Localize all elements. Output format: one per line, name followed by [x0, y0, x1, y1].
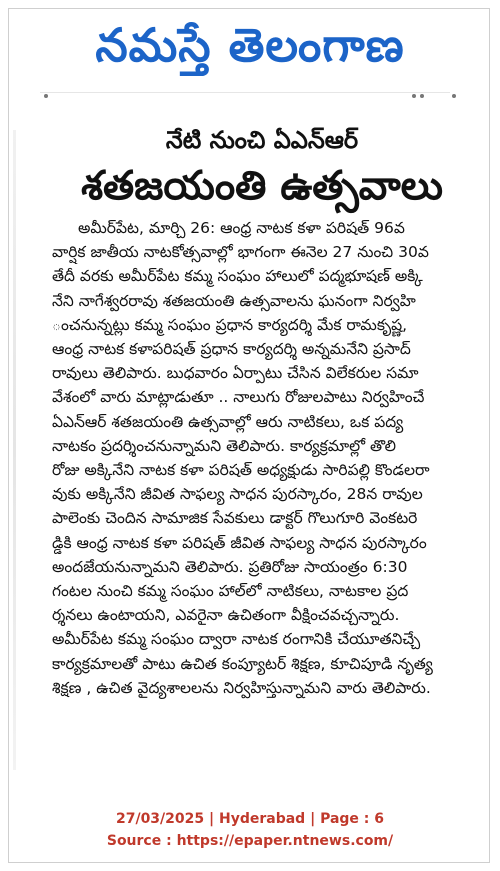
footer-source: Source : https://epaper.ntnews.com/	[106, 833, 394, 849]
article-line: ర్శనలు ఉంటాయని, ఎవరైనా ఉచితంగా వీక్షించవచ్చన్నారు.	[52, 606, 400, 625]
article-line: వార్షిక జాతీయ నాటకోత్సవాల్లో భాగంగా ఈనెల 27 నుంచి 30వ	[52, 243, 429, 262]
footer-page: Page : 6	[320, 811, 385, 827]
footer-separator: |	[310, 811, 321, 827]
footer-meta-line	[0, 808, 500, 830]
article-line: ఆంధ్ర నాటక కళాపరిషత్ ప్రధాన కార్యదర్శి అన్నమనేని ప్రసాద్	[52, 340, 411, 359]
article-line: వుకు అక్కినేని జీవిత సాఫల్య సాధన పురస్కారం, 28న రావుల	[52, 485, 423, 504]
article-line: అమీర్‌పేట, మార్చి 26: ఆంధ్ర నాటక కళా పరిషత్ 96వ	[78, 219, 405, 237]
article-line: తేదీ వరకు అమీర్‌పేట కమ్మ సంఘం హాలులో పద్మభూషణ్ అక్కి	[52, 267, 423, 286]
article-line: రోజు అక్కినేని నాటక కళా పరిషత్ అధ్యక్షుడు సారిపల్లి కొండలరా	[52, 461, 430, 480]
footer-city: Hyderabad	[219, 811, 306, 827]
article-line: ఏఎన్ఆర్ శతజయంతి ఉత్సవాల్లో ఆరు నాటికలు, ఒక పద్య	[52, 412, 404, 431]
footer-separator: |	[209, 811, 219, 827]
article-line: నేని నాగేశ్వరరావు శతజయంతి ఉత్సవాలను ఘనంగా నిర్వహి	[52, 291, 416, 310]
masthead-print-marks	[40, 94, 460, 102]
article-line: పాలెంకు చెందిన సామాజిక సేవకులు డాక్టర్ గొలుగూరి వెంకటరె	[52, 509, 418, 528]
footer-date: 27/03/2025	[115, 811, 205, 827]
article-line: వేశంలో వారు మాట్లాడుతూ .. నాలుగు రోజులపాటు నిర్వహించే	[52, 388, 425, 407]
article-kicker: నేటి నుంచి ఏఎన్ఆర్	[165, 126, 359, 154]
article-line: గంటల నుంచి కమ్మ సంఘం హాల్‌లో నాటికలు, నాటకాల ప్రద	[52, 582, 409, 601]
scan-edge-shadow	[13, 130, 16, 770]
article-line: అమీర్‌పేట కమ్మ సంఘం ద్వారా నాటక రంగానికి చేయూతనిచ్చే	[52, 630, 421, 649]
article-line: రావులు తెలిపారు. బుధవారం ఏర్పాటు చేసిన విలేకరుల సమా	[52, 364, 419, 383]
newspaper-masthead: నమస్తే తెలంగాణ	[95, 18, 405, 72]
article-line: అందజేయనున్నామని తెలిపారు. ప్రతిరోజు సాయంత్రం 6:30	[52, 557, 408, 576]
article-body	[52, 216, 472, 700]
news-article	[52, 118, 472, 778]
article-line: డ్డికి ఆంధ్ర నాటక కళా పరిషత్ జీవిత సాఫల్య సాధన పురస్కారం	[52, 533, 427, 552]
article-line: కార్యక్రమాలతో పాటు ఉచిత కంప్యూటర్ శిక్షణ, కూచిపూడి నృత్య	[52, 654, 433, 673]
epaper-footer	[0, 808, 500, 852]
article-line: ంచనున్నట్లు కమ్మ సంఘం ప్రధాన కార్యదర్శి మేక రామకృష్ణ,	[52, 315, 408, 334]
article-headline: శతజయంతి ఉత్సవాలు	[81, 163, 443, 209]
article-line: నాటకం ప్రదర్శించనున్నామని తెలిపారు. కార్యక్రమాల్లో తొలి	[52, 436, 396, 455]
article-line: శిక్షణ , ఉచిత వైద్యశాలలను నిర్వహిస్తున్నామని వారు తెలిపారు.	[52, 678, 431, 697]
